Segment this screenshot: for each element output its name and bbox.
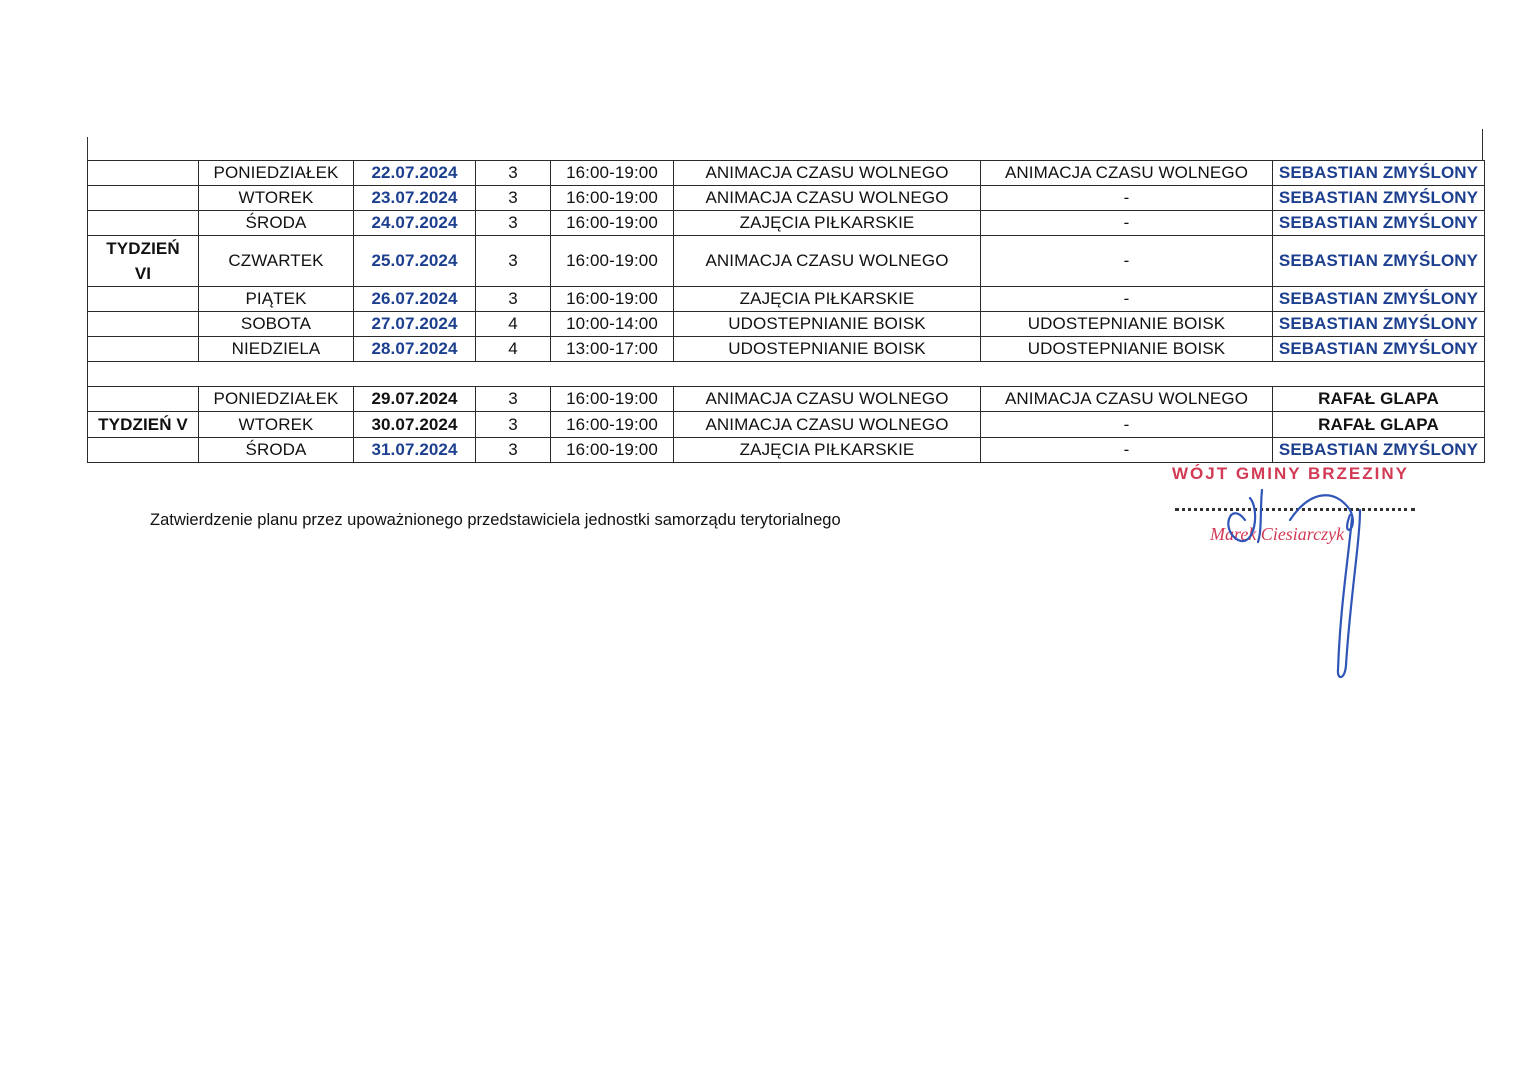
date-cell: 27.07.2024	[354, 312, 476, 337]
activity-cell: ANIMACJA CZASU WOLNEGO	[674, 161, 981, 186]
person-cell: SEBASTIAN ZMYŚLONY	[1273, 438, 1485, 463]
week-label-number: VI	[134, 264, 152, 283]
hours-cell: 4	[476, 337, 551, 362]
day-cell: ŚRODA	[199, 438, 354, 463]
activity-cell: UDOSTEPNIANIE BOISK	[674, 337, 981, 362]
table-row	[88, 161, 1485, 186]
person-cell: SEBASTIAN ZMYŚLONY	[1273, 337, 1485, 362]
date-cell: 25.07.2024	[354, 236, 476, 287]
week-cell-empty	[88, 438, 199, 463]
date-cell: 31.07.2024	[354, 438, 476, 463]
table-top-border	[87, 129, 1483, 161]
week-label-word: TYDZIEŃ	[106, 239, 180, 258]
stamp-name: Marek Ciesiarczyk	[1210, 524, 1345, 544]
activity2-cell: -	[981, 186, 1273, 211]
time-cell: 16:00-19:00	[551, 186, 674, 211]
time-cell: 16:00-19:00	[551, 387, 674, 412]
person-cell: SEBASTIAN ZMYŚLONY	[1273, 312, 1485, 337]
time-cell: 10:00-14:00	[551, 312, 674, 337]
person-cell: SEBASTIAN ZMYŚLONY	[1273, 161, 1485, 186]
time-cell: 16:00-19:00	[551, 438, 674, 463]
right-border	[1482, 129, 1483, 161]
day-cell: CZWARTEK	[199, 236, 354, 287]
time-cell: 16:00-19:00	[551, 287, 674, 312]
stamp-title: WÓJT GMINY BRZEZINY	[1172, 464, 1409, 483]
person-cell: SEBASTIAN ZMYŚLONY	[1273, 211, 1485, 236]
date-cell: 24.07.2024	[354, 211, 476, 236]
activity-cell: ZAJĘCIA PIŁKARSKIE	[674, 287, 981, 312]
week-label-cell: TYDZIEŃ V	[88, 412, 199, 438]
activity-cell: ANIMACJA CZASU WOLNEGO	[674, 387, 981, 412]
handwritten-signature	[1200, 370, 1400, 690]
week-cell-empty	[88, 337, 199, 362]
activity2-cell: -	[981, 438, 1273, 463]
day-cell: WTOREK	[199, 186, 354, 211]
activity-cell: ZAJĘCIA PIŁKARSKIE	[674, 211, 981, 236]
date-cell: 22.07.2024	[354, 161, 476, 186]
time-cell: 13:00-17:00	[551, 337, 674, 362]
activity2-cell: -	[981, 287, 1273, 312]
hours-cell: 3	[476, 211, 551, 236]
date-cell: 29.07.2024	[354, 387, 476, 412]
day-cell: PIĄTEK	[199, 287, 354, 312]
hours-cell: 3	[476, 186, 551, 211]
week-cell-empty	[88, 287, 199, 312]
week-cell-empty	[88, 161, 199, 186]
activity2-cell: -	[981, 412, 1273, 438]
activity2-cell: -	[981, 211, 1273, 236]
table-row	[88, 312, 1485, 337]
person-cell: SEBASTIAN ZMYŚLONY	[1273, 236, 1485, 287]
table-row	[88, 186, 1485, 211]
week-cell-empty	[88, 211, 199, 236]
person-cell: SEBASTIAN ZMYŚLONY	[1273, 186, 1485, 211]
time-cell: 16:00-19:00	[551, 211, 674, 236]
activity-cell: ANIMACJA CZASU WOLNEGO	[674, 412, 981, 438]
hours-cell: 3	[476, 236, 551, 287]
left-border	[87, 137, 88, 161]
hours-cell: 3	[476, 287, 551, 312]
activity2-cell: -	[981, 236, 1273, 287]
week-cell-empty	[88, 312, 199, 337]
time-cell: 16:00-19:00	[551, 161, 674, 186]
table-row	[88, 236, 1485, 287]
activity-cell: ZAJĘCIA PIŁKARSKIE	[674, 438, 981, 463]
date-cell: 26.07.2024	[354, 287, 476, 312]
table-row	[88, 337, 1485, 362]
activity2-cell: UDOSTEPNIANIE BOISK	[981, 312, 1273, 337]
table-row	[88, 211, 1485, 236]
time-cell: 16:00-19:00	[551, 412, 674, 438]
hours-cell: 3	[476, 438, 551, 463]
date-cell: 23.07.2024	[354, 186, 476, 211]
week-label-cell	[88, 236, 199, 287]
person-cell: RAFAŁ GLAPA	[1273, 412, 1485, 438]
hours-cell: 3	[476, 412, 551, 438]
activity-cell: ANIMACJA CZASU WOLNEGO	[674, 236, 981, 287]
day-cell: WTOREK	[199, 412, 354, 438]
hours-cell: 3	[476, 387, 551, 412]
person-cell: RAFAŁ GLAPA	[1273, 387, 1485, 412]
person-cell: SEBASTIAN ZMYŚLONY	[1273, 287, 1485, 312]
day-cell: PONIEDZIAŁEK	[199, 161, 354, 186]
date-cell: 28.07.2024	[354, 337, 476, 362]
week-cell-empty	[88, 387, 199, 412]
hours-cell: 3	[476, 161, 551, 186]
day-cell: ŚRODA	[199, 211, 354, 236]
date-cell: 30.07.2024	[354, 412, 476, 438]
time-cell: 16:00-19:00	[551, 236, 674, 287]
table-row	[88, 287, 1485, 312]
day-cell: NIEDZIELA	[199, 337, 354, 362]
hours-cell: 4	[476, 312, 551, 337]
activity2-cell: ANIMACJA CZASU WOLNEGO	[981, 387, 1273, 412]
day-cell: PONIEDZIAŁEK	[199, 387, 354, 412]
activity2-cell: UDOSTEPNIANIE BOISK	[981, 337, 1273, 362]
day-cell: SOBOTA	[199, 312, 354, 337]
week-cell-empty	[88, 186, 199, 211]
activity2-cell: ANIMACJA CZASU WOLNEGO	[981, 161, 1273, 186]
activity-cell: UDOSTEPNIANIE BOISK	[674, 312, 981, 337]
approval-text: Zatwierdzenie planu przez upoważnionego przedstawiciela jednostki samorządu terytorialnego	[150, 511, 841, 529]
activity-cell: ANIMACJA CZASU WOLNEGO	[674, 186, 981, 211]
